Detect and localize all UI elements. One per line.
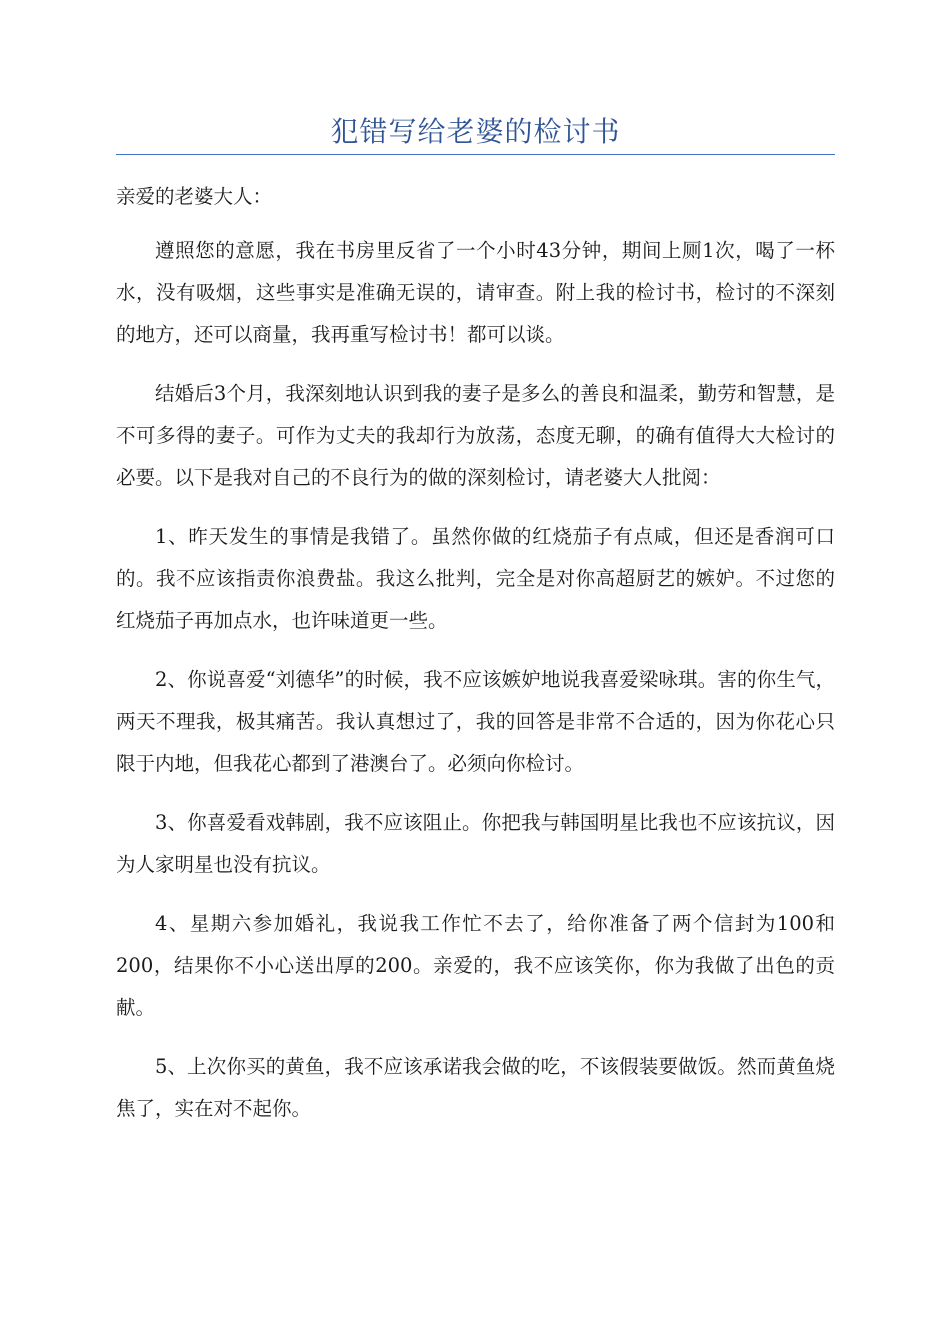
paragraph-item-3: 3、你喜爱看戏韩剧，我不应该阻止。你把我与韩国明星比我也不应该抗议，因为人家明星也没有抗议。 xyxy=(116,811,835,876)
paragraph-intro: 遵照您的意愿，我在书房里反省了一个小时43分钟，期间上厕1次，喝了一杯水，没有吸烟，这些事实是准确无误的，请审查。附上我的检讨书，检讨的不深刻的地方，还可以商量，我再重写检讨书！都可以谈。 xyxy=(116,239,835,346)
salutation: 亲爱的老婆大人： xyxy=(116,185,273,208)
paragraph-item-2: 2、你说喜爱“刘德华”的时候，我不应该嫉妒地说我喜爱梁咏琪。害的你生气，两天不理我，极其痛苦。我认真想过了，我的回答是非常不合适的，因为你花心只限于内地，但我花心都到了港澳台了。必须向你检讨。 xyxy=(116,668,835,775)
paragraph-item-1: 1、昨天发生的事情是我错了。虽然你做的红烧茄子有点咸，但还是香润可口的。我不应该指责你浪费盐。我这么批判，完全是对你高超厨艺的嫉妒。不过您的红烧茄子再加点水，也许味道更一些。 xyxy=(116,525,835,632)
paragraph-item-5: 5、上次你买的黄鱼，我不应该承诺我会做的吃，不该假装要做饭。然而黄鱼烧焦了，实在对不起你。 xyxy=(116,1055,835,1120)
paragraph-background: 结婚后3个月，我深刻地认识到我的妻子是多么的善良和温柔，勤劳和智慧，是不可多得的妻子。可作为丈夫的我却行为放荡，态度无聊，的确有值得大大检讨的必要。以下是我对自己的不良行为的做的深刻检讨，请老婆大人批阅： xyxy=(116,382,835,489)
title-underline xyxy=(116,154,835,155)
paragraph-item-4: 4、星期六参加婚礼，我说我工作忙不去了，给你准备了两个信封为100和200，结果你不小心送出厚的200。亲爱的，我不应该笑你，你为我做了出色的贡献。 xyxy=(116,912,835,1019)
document-body xyxy=(116,176,835,1147)
document-title: 犯错写给老婆的检讨书 xyxy=(330,115,621,148)
